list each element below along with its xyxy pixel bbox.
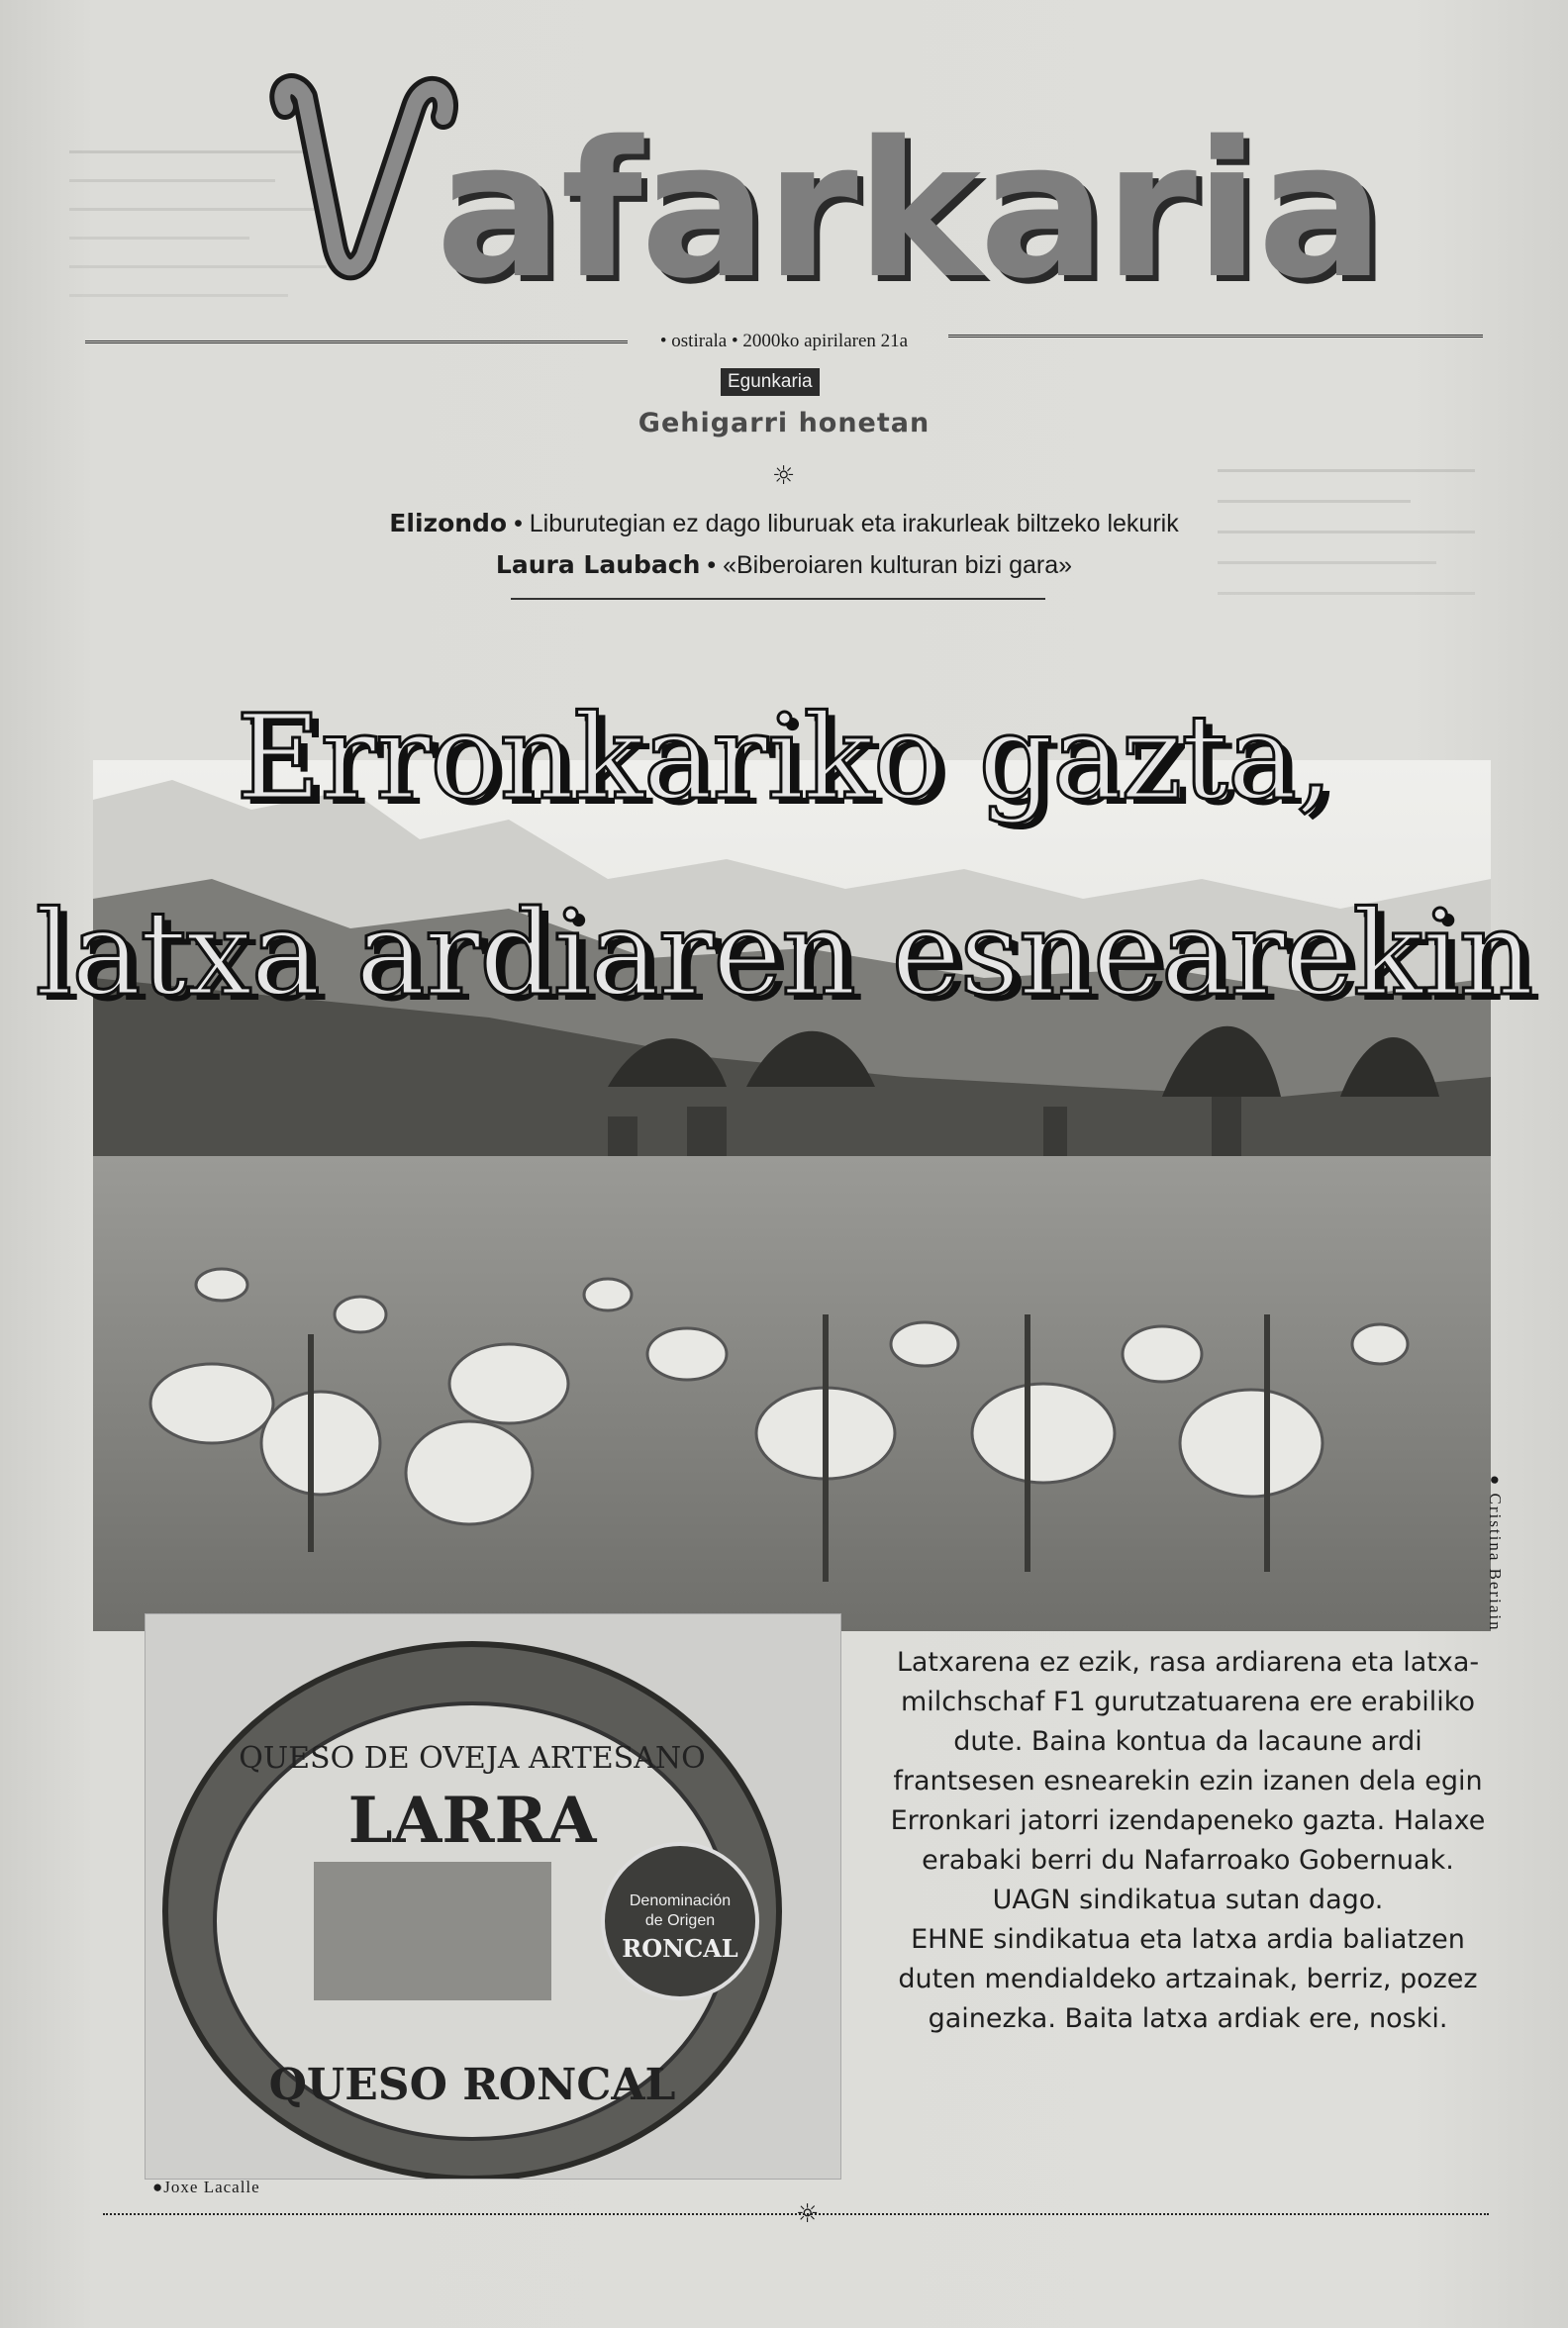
article-paragraph-2: EHNE sindikatua eta latxa ardia baliatzen duten mendialdeko artzainak, berriz, pozez gainezka. Baita latxa ardiak ere, noski. xyxy=(898,1924,1478,2034)
toc-item-laubach[interactable] xyxy=(0,550,1568,580)
photo-credit-name: Cristina Beriain xyxy=(1486,1493,1505,1632)
seal-name: RONCAL xyxy=(622,1934,738,1963)
seal-line-1: Denominación xyxy=(629,1892,732,1909)
publisher-badge: Egunkaria xyxy=(721,368,820,396)
cheese-credit-name: Joxe Lacalle xyxy=(163,2178,260,2196)
footer-swirl-icon: ☼ xyxy=(796,2199,820,2229)
toc-item-text: «Biberoiaren kulturan bizi gara» xyxy=(723,551,1073,579)
toc-item-text: Liburutegian ez dago liburuak eta irakurleak biltzeko lekurik xyxy=(529,510,1179,537)
swirl-ornament-icon: ☼ xyxy=(772,461,796,491)
toc-rule xyxy=(511,598,1045,610)
toc-item-place: Laura Laubach xyxy=(495,550,701,579)
toc-item-place: Elizondo xyxy=(389,509,508,537)
dateline: • ostirala • 2000ko apirilaren 21a xyxy=(659,331,909,351)
bullet-icon: • xyxy=(514,510,530,537)
article-body xyxy=(881,1643,1495,2039)
bullet-icon: • xyxy=(707,551,724,579)
roncal-cheese-photo xyxy=(145,1613,841,2180)
supplement-heading: Gehigarri honetan xyxy=(637,408,931,438)
seal-line-2: de Origen xyxy=(644,1912,716,1929)
credit-bullet-icon: ● xyxy=(1486,1475,1505,1494)
cheese-label-top: QUESO DE OVEJA ARTESANO xyxy=(239,1741,706,1776)
headline-line-2: latxa ardiaren esnearekin xyxy=(35,885,1533,1021)
cheese-brand: LARRA xyxy=(347,1784,597,1858)
headline-line-1: Erronkariko gazta, xyxy=(236,689,1332,825)
article-paragraph-1: Latxarena ez ezik, rasa ardiarena eta latxa-milchschaf F1 gurutzatuarena ere erabiliko dute. Baina kontua da lacaune ardi frantsesen esnearekin ezin izanen dela egin Erronkari jatorri izendapeneko gazta. Halaxe erabaki berri du Nafarroako Gobernuak. UAGN sindikatua sutan dago. xyxy=(890,1647,1486,1915)
masthead-title: afarkaria xyxy=(436,101,1383,320)
cheese-photo-credit xyxy=(152,2178,260,2197)
photo-credit xyxy=(1485,1475,1505,1632)
cheese-label-bottom: QUESO RONCAL xyxy=(268,2060,676,2110)
credit-bullet-icon: ● xyxy=(152,2178,164,2196)
toc-item-elizondo[interactable] xyxy=(0,509,1568,538)
